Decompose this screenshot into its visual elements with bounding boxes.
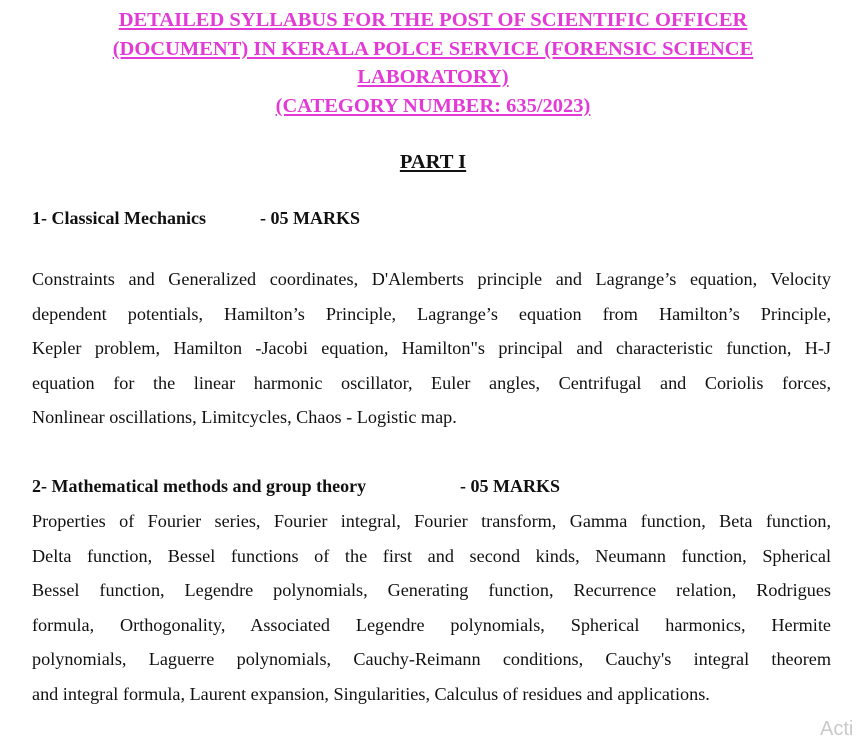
- body-line: equation for the linear harmonic oscillator, Euler angles, Centrifugal and Coriolis forces,: [32, 372, 831, 393]
- body-line: Delta function, Bessel functions of the first and second kinds, Neumann function, Spherical: [32, 545, 831, 566]
- document-title: [60, 6, 806, 120]
- section-heading: [32, 206, 360, 230]
- title-line: (CATEGORY NUMBER: 635/2023): [275, 94, 591, 117]
- body-line: Nonlinear oscillations, Limitcycles, Chaos - Logistic map.: [32, 407, 457, 427]
- body-line: formula, Orthogonality, Associated Legendre polynomials, Spherical harmonics, Hermite: [32, 614, 831, 635]
- body-line: dependent potentials, Hamilton’s Principle, Lagrange’s equation from Hamilton’s Principle,: [32, 303, 831, 324]
- body-line: Bessel function, Legendre polynomials, Generating function, Recurrence relation, Rodrigues: [32, 580, 831, 600]
- body-line: Properties of Fourier series, Fourier integral, Fourier transform, Gamma function, Beta function,: [32, 511, 831, 531]
- section-heading: [32, 474, 560, 498]
- section-title: 2- Mathematical methods and group theory: [32, 476, 367, 496]
- title-line: (DOCUMENT) IN KERALA POLCE SERVICE (FORENSIC SCIENCE: [112, 37, 754, 60]
- body-line: Constraints and Generalized coordinates, D'Alemberts principle and Lagrange’s equation, Velocity: [32, 269, 831, 289]
- section-marks: - 05 MARKS: [260, 208, 360, 228]
- section-body: [32, 262, 831, 435]
- body-line: polynomials, Laguerre polynomials, Cauchy-Reimann conditions, Cauchy's integral theorem: [32, 649, 831, 669]
- part-heading: PART I: [399, 151, 467, 173]
- section-marks: - 05 MARKS: [460, 476, 560, 496]
- title-line: LABORATORY): [357, 66, 509, 89]
- body-line: and integral formula, Laurent expansion, Singularities, Calculus of residues and applications.: [32, 683, 710, 704]
- section-title: 1- Classical Mechanics: [32, 208, 206, 228]
- body-line: Kepler problem, Hamilton -Jacobi equation, Hamilton"s principal and characteristic function, H-J: [32, 338, 831, 358]
- section-body: [32, 504, 831, 711]
- activation-watermark: Acti: [820, 718, 854, 740]
- title-line: DETAILED SYLLABUS FOR THE POST OF SCIENTIFIC OFFICER: [118, 9, 748, 31]
